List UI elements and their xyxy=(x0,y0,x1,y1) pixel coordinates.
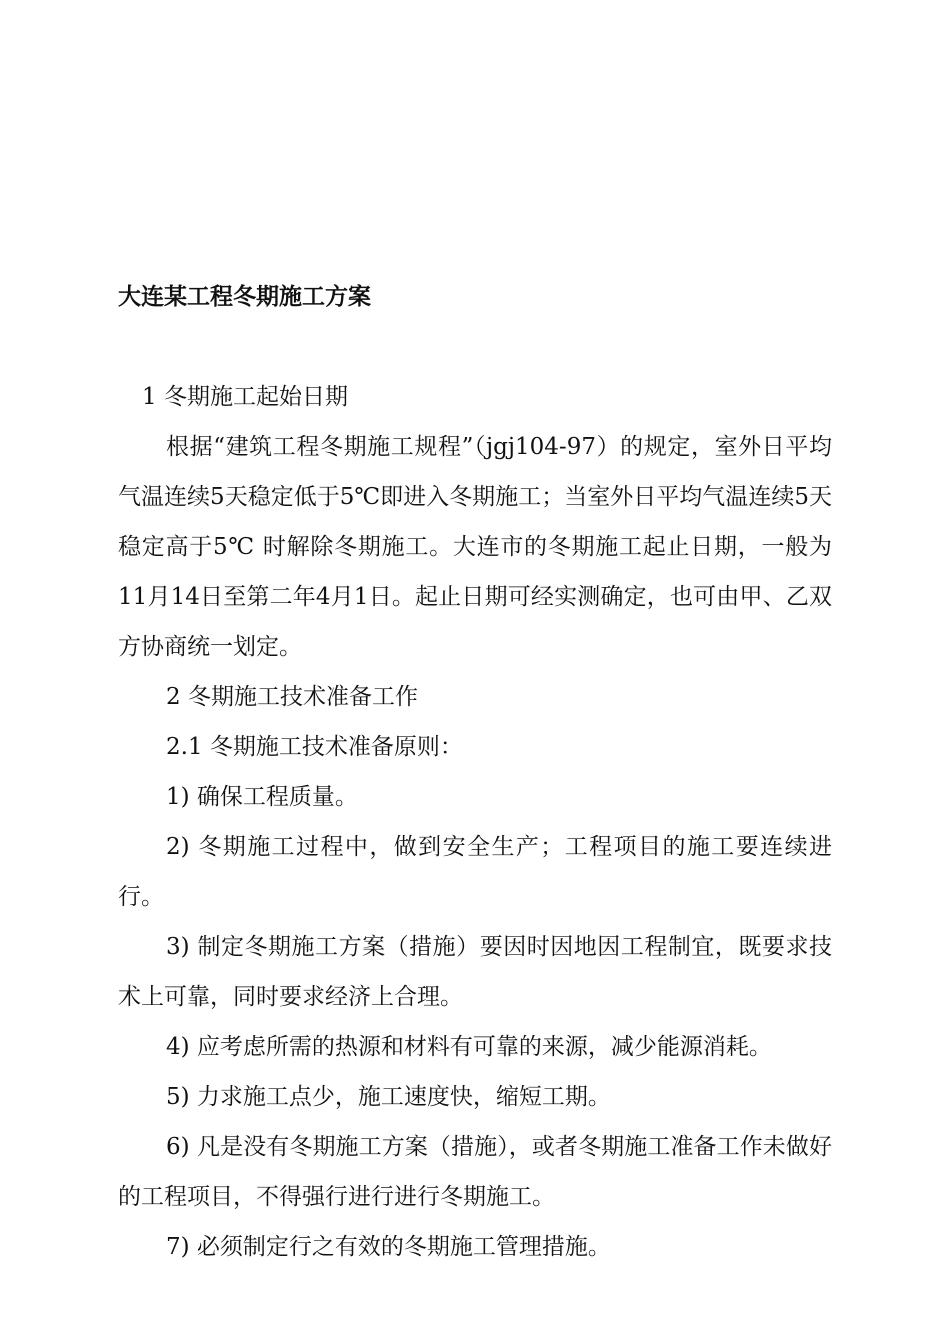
document-title: 大连某工程冬期施工方案 xyxy=(118,284,371,310)
principle-item: 5) 力求施工点少，施工速度快，缩短工期。 xyxy=(166,1084,611,1110)
principle-item: 6) 凡是没有冬期施工方案（措施），或者冬期施工准备工作未做好的工程项目，不得强行进行进行冬期施工。 xyxy=(118,1134,832,1210)
section-2-1-heading: 2.1 冬期施工技术准备原则： xyxy=(166,734,463,760)
section-1-paragraph: 根据“建筑工程冬期施工规程”（jgj104-97）的规定，室外日平均气温连续5天稳定低于5℃即进入冬期施工；当室外日平均气温连续5天稳定高于5℃ 时解除冬期施工。大连市的冬期施工起止日期，一般为11月14日至第二年4月1日。起止日期可经实测确定，也可由甲、乙双方协商统一划定。 xyxy=(118,434,832,660)
principle-item: 1) 确保工程质量。 xyxy=(166,784,358,810)
principle-item: 7) 必须制定行之有效的冬期施工管理措施。 xyxy=(166,1234,611,1260)
section-2-heading: 2 冬期施工技术准备工作 xyxy=(166,684,418,710)
document-body xyxy=(118,372,832,1272)
principle-item: 4) 应考虑所需的热源和材料有可靠的来源，减少能源消耗。 xyxy=(166,1034,772,1060)
principle-item: 3) 制定冬期施工方案（措施）要因时因地因工程制宜，既要求技术上可靠，同时要求经济上合理。 xyxy=(118,934,832,1010)
section-1-heading: 1 冬期施工起始日期 xyxy=(142,384,348,410)
principle-item: 2) 冬期施工过程中，做到安全生产；工程项目的施工要连续进行。 xyxy=(118,834,832,910)
